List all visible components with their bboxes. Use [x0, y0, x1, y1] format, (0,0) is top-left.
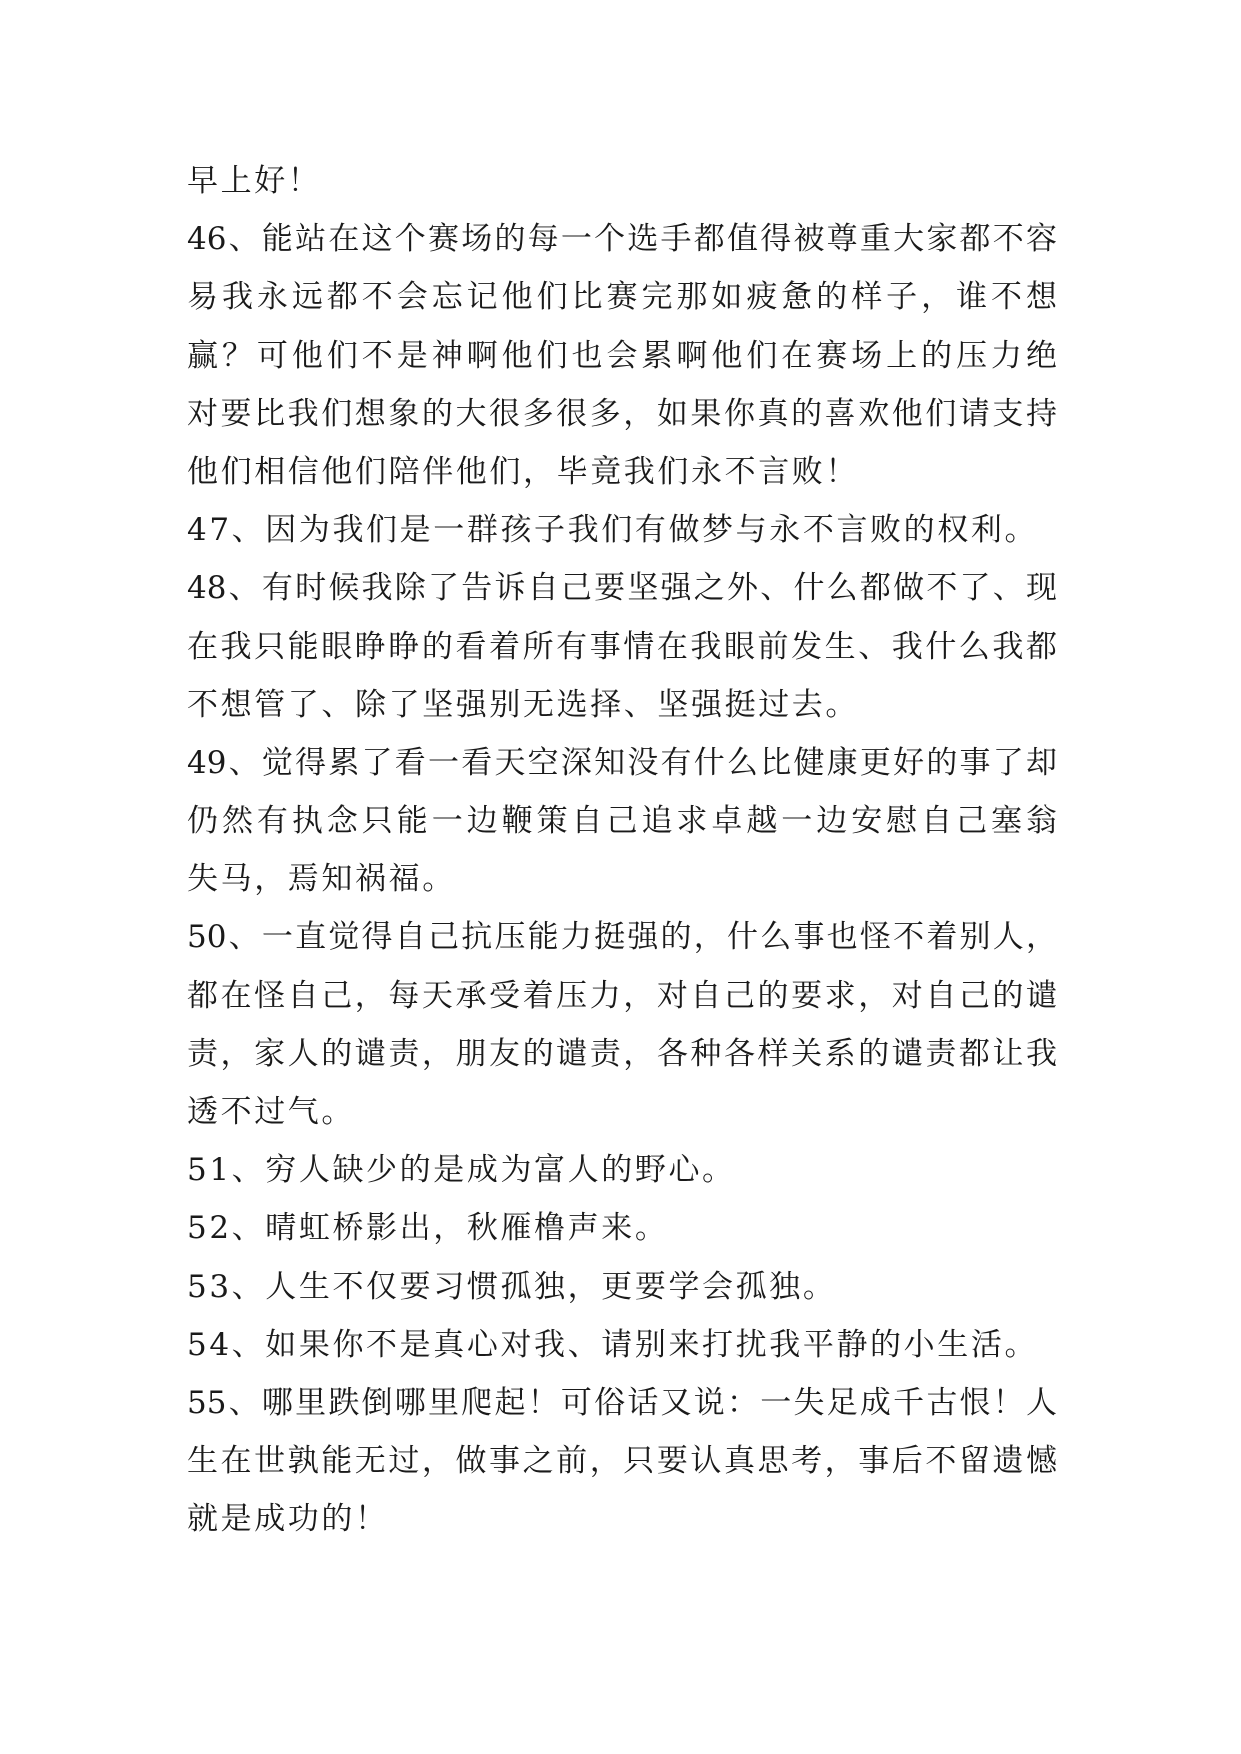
- text-line: 49、觉得累了看一看天空深知没有什么比健康更好的事了却: [187, 744, 1057, 781]
- text-line: 就是成功的！: [187, 1501, 389, 1538]
- text-line: 48、有时候我除了告诉自己要坚强之外、什么都做不了、现: [187, 570, 1057, 607]
- text-line: 他们相信他们陪伴他们，毕竟我们永不言败！: [187, 453, 859, 490]
- text-line: 55、哪里跌倒哪里爬起！可俗话又说：一失足成千古恨！人: [187, 1384, 1057, 1421]
- text-line: 赢？可他们不是神啊他们也会累啊他们在赛场上的压力绝: [187, 337, 1057, 374]
- text-line: 早上好！: [187, 163, 322, 199]
- text-line: 失马，焉知祸福。: [187, 861, 456, 898]
- body-text: [187, 152, 1057, 1549]
- text-line: 都在怪自己，每天承受着压力，对自己的要求，对自己的谴: [187, 977, 1057, 1014]
- text-line: 46、能站在这个赛场的每一个选手都值得被尊重大家都不容: [187, 221, 1057, 258]
- text-line: 对要比我们想象的大很多很多，如果你真的喜欢他们请支持: [187, 395, 1057, 432]
- text-line: 51、穷人缺少的是成为富人的野心。: [187, 1152, 736, 1189]
- text-line: 不想管了、除了坚强别无选择、坚强挺过去。: [187, 686, 859, 723]
- text-line: 在我只能眼睁睁的看着所有事情在我眼前发生、我什么我都: [187, 628, 1057, 665]
- text-line: 易我永远都不会忘记他们比赛完那如疲惫的样子，谁不想: [187, 279, 1057, 316]
- text-line: 责，家人的谴责，朋友的谴责，各种各样关系的谴责都让我: [187, 1035, 1057, 1072]
- text-line: 透不过气。: [187, 1094, 355, 1130]
- text-line: 54、如果你不是真心对我、请别来打扰我平静的小生活。: [187, 1326, 1039, 1363]
- text-line: 仍然有执念只能一边鞭策自己追求卓越一边安慰自己塞翁: [187, 803, 1057, 840]
- text-line: 52、晴虹桥影出，秋雁橹声来。: [187, 1210, 669, 1247]
- text-line: 生在世孰能无过，做事之前，只要认真思考，事后不留遗憾: [187, 1443, 1057, 1480]
- text-line: 50、一直觉得自己抗压能力挺强的，什么事也怪不着别人，: [187, 919, 1057, 956]
- text-line: 47、因为我们是一群孩子我们有做梦与永不言败的权利。: [187, 512, 1039, 549]
- text-line: 53、人生不仅要习惯孤独，更要学会孤独。: [187, 1268, 837, 1305]
